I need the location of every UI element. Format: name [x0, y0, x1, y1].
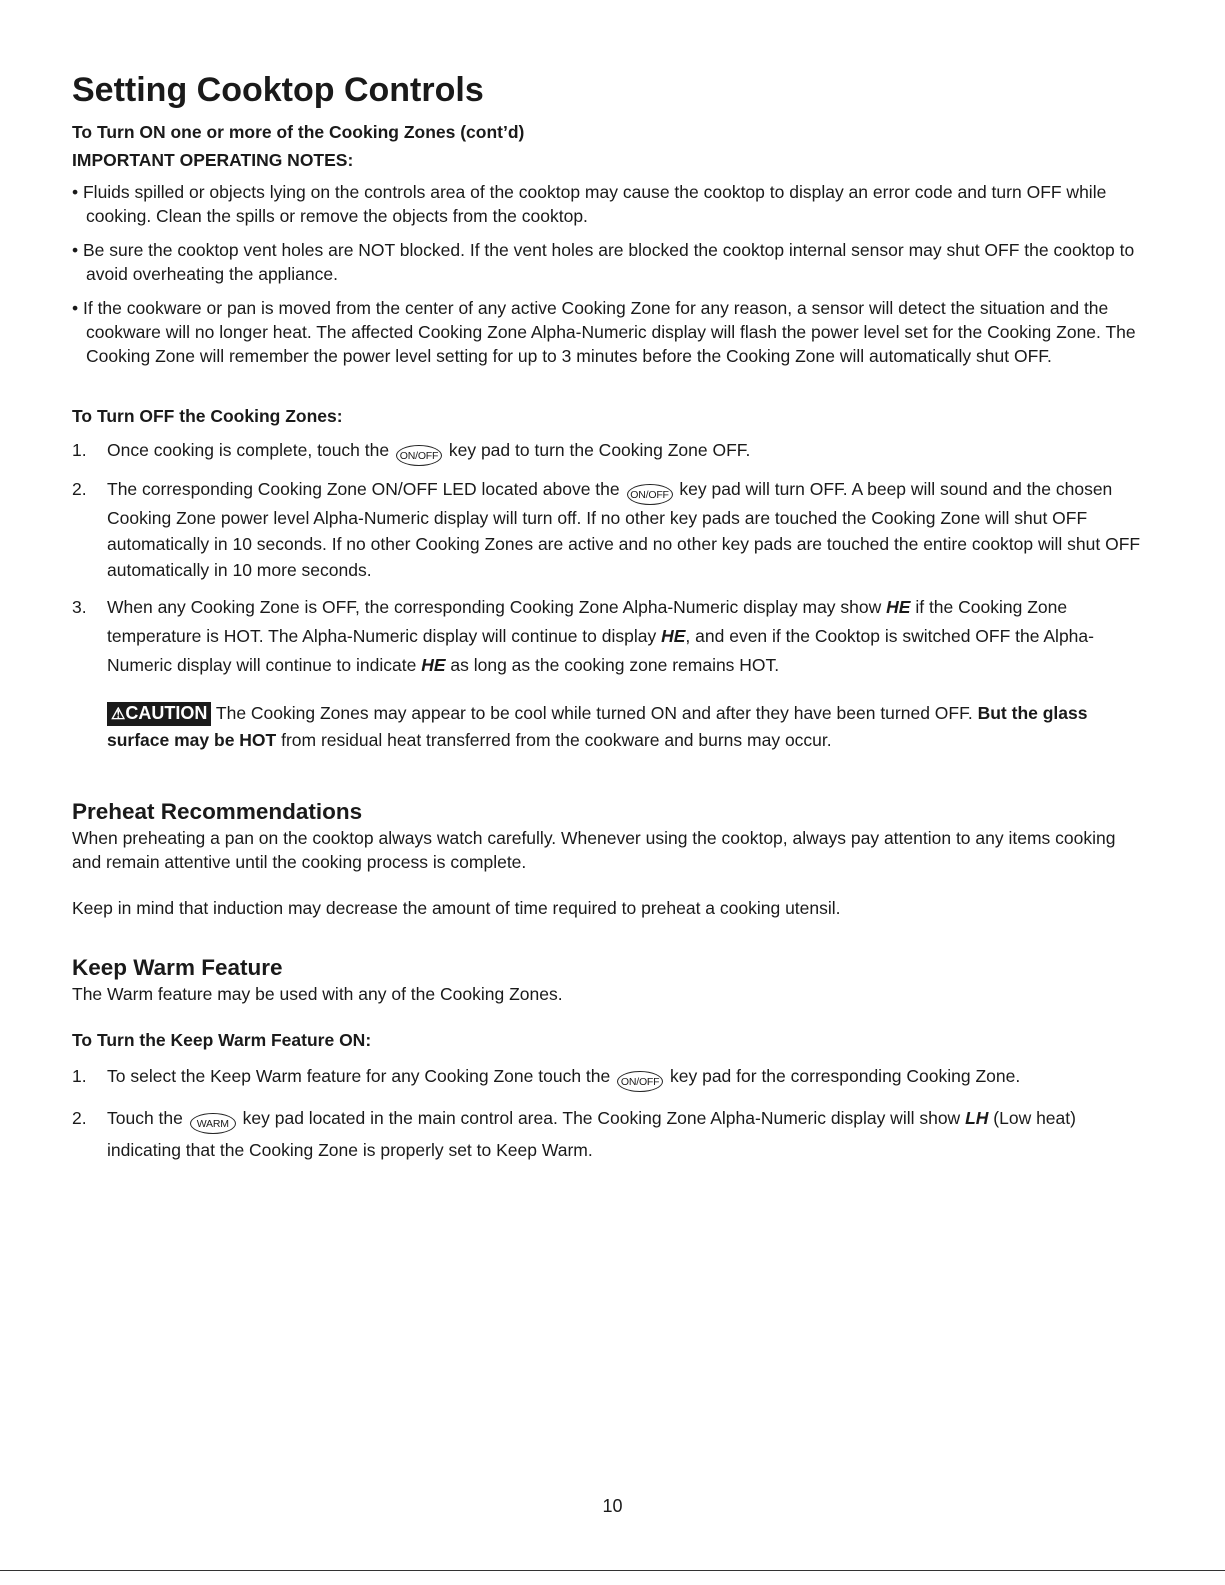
- he-display-code: HE: [661, 626, 686, 646]
- page-number: 10: [602, 1496, 623, 1516]
- on-off-key-icon: ON/OFF: [396, 445, 442, 466]
- step-text: The corresponding Cooking Zone ON/OFF LED located above the: [107, 479, 620, 499]
- subtitle: To Turn ON one or more of the Cooking Zones (cont’d): [72, 122, 525, 142]
- caution-text: from residual heat transferred from the cookware and burns may occur.: [281, 730, 832, 750]
- step-text: key pad for the corresponding Cooking Zone.: [670, 1066, 1021, 1086]
- step-number: 2.: [72, 1108, 87, 1128]
- he-display-code: HE: [421, 655, 446, 675]
- step-text: as long as the cooking zone remains HOT.: [450, 655, 780, 675]
- preheat-paragraph: When preheating a pan on the cooktop always watch carefully. Whenever using the cooktop, always pay attention to any items cooking and remain attentive until the cooking process is complete.: [72, 828, 1116, 872]
- warning-triangle-icon: ⚠: [111, 706, 126, 723]
- preheat-heading: Preheat Recommendations: [72, 799, 363, 824]
- step-number: 1.: [72, 1066, 87, 1086]
- caution-notice: [72, 700, 1147, 754]
- notes-heading: IMPORTANT OPERATING NOTES:: [72, 150, 354, 170]
- keep-warm-on-heading: To Turn the Keep Warm Feature ON:: [72, 1030, 372, 1050]
- on-off-key-icon: ON/OFF: [617, 1071, 663, 1092]
- bottom-divider: [0, 1570, 1225, 1571]
- list-item: [72, 436, 1147, 466]
- list-item: [72, 593, 1147, 680]
- step-text: When any Cooking Zone is OFF, the corresponding Cooking Zone Alpha-Numeric display may show: [107, 597, 882, 617]
- he-display-code: HE: [886, 597, 911, 617]
- step-number: 1.: [72, 440, 87, 460]
- note-item: • Be sure the cooktop vent holes are NOT blocked. If the vent holes are blocked the cooktop internal sensor may shut OFF the cooktop to avoid overheating the appliance.: [72, 240, 1135, 284]
- step-number: 2.: [72, 479, 87, 499]
- step-text: To select the Keep Warm feature for any Cooking Zone touch the: [107, 1066, 611, 1086]
- on-off-key-icon: ON/OFF: [627, 484, 673, 505]
- step-number: 3.: [72, 597, 87, 617]
- caution-badge: [107, 702, 211, 726]
- page-title: Setting Cooktop Controls: [72, 71, 484, 109]
- keep-warm-steps: [72, 1060, 1147, 1166]
- step-text: key pad located in the main control area. The Cooking Zone Alpha-Numeric display will show: [242, 1108, 961, 1128]
- manual-page: [72, 70, 1147, 1166]
- step-text: , and even if the Cooktop is switched OFF the Alpha-Numeric display will continue to indicate: [107, 626, 1094, 675]
- caution-text: The Cooking Zones may appear to be cool while turned ON and after they have been turned OFF.: [215, 703, 973, 723]
- step-text: if the Cooking Zone temperature is HOT. The Alpha-Numeric display will continue to display: [107, 597, 1068, 646]
- note-item: • Fluids spilled or objects lying on the controls area of the cooktop may cause the cooktop to display an error code and turn OFF while cooking. Clean the spills or remove the objects from the cooktop.: [72, 182, 1107, 226]
- step-text: Touch the: [107, 1108, 183, 1128]
- list-item: [72, 1060, 1147, 1092]
- step-text: key pad will turn OFF. A beep will sound and the chosen Cooking Zone power level Alpha-Numeric display will turn off. If no other key pads are touched the Cooking Zone will shut OFF automatically in 10 seconds. If no other Cooking Zones are active and no other key pads are touched the entire cooktop will shut OFF automatically in 10 more seconds.: [107, 479, 1141, 580]
- warm-key-icon: WARM: [190, 1113, 236, 1134]
- keep-warm-heading: Keep Warm Feature: [72, 955, 283, 980]
- step-text: key pad to turn the Cooking Zone OFF.: [448, 440, 751, 460]
- preheat-paragraph: Keep in mind that induction may decrease the amount of time required to preheat a cooking utensil.: [72, 898, 841, 918]
- step-text: Once cooking is complete, touch the: [107, 440, 390, 460]
- keep-warm-intro: The Warm feature may be used with any of the Cooking Zones.: [72, 984, 563, 1004]
- step-text: (Low heat) indicating that the Cooking Zone is properly set to Keep Warm.: [107, 1108, 1076, 1160]
- turn-off-heading: To Turn OFF the Cooking Zones:: [72, 406, 343, 426]
- caution-bold-text: But the glass surface may be HOT: [107, 703, 1088, 750]
- note-item: • If the cookware or pan is moved from the center of any active Cooking Zone for any reason, a sensor will detect the situation and the cookware will no longer heat. The affected Cooking Zone Alpha-Numeric display will flash the power level set for the Cooking Zone. The Cooking Zone will remember the power level setting for up to 3 minutes before the Cooking Zone will automatically shut OFF.: [72, 298, 1136, 366]
- list-item: [72, 1102, 1147, 1166]
- list-item: [72, 476, 1147, 583]
- turn-off-steps: [72, 436, 1147, 680]
- lh-display-code: LH: [965, 1108, 989, 1128]
- caution-badge-label: CAUTION: [125, 703, 208, 723]
